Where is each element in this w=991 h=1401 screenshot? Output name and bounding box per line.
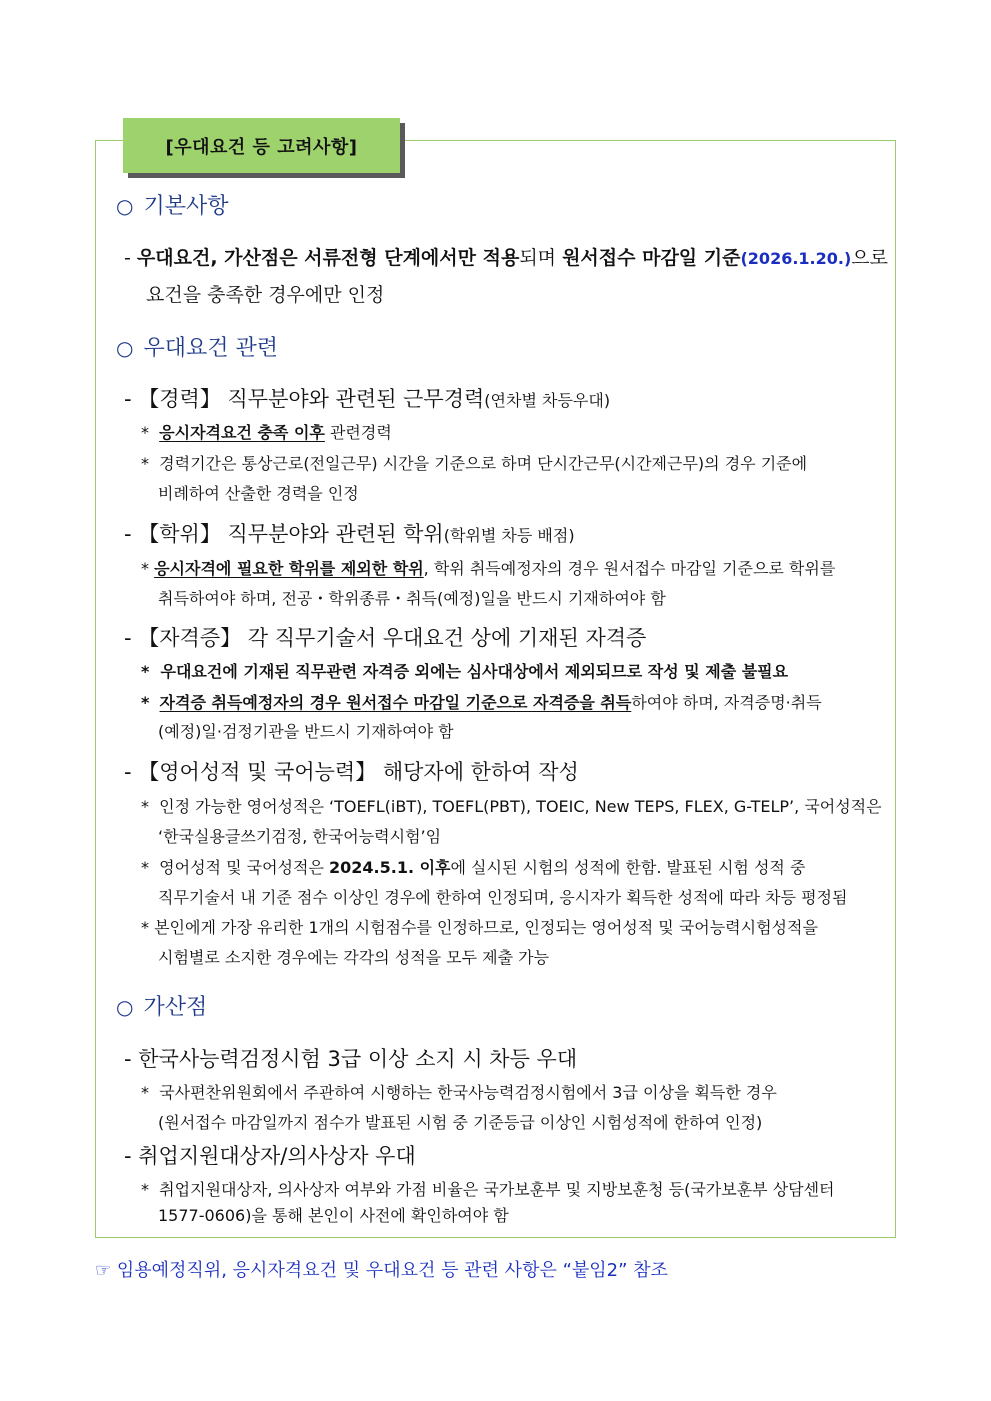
language-sub-1-cont: ‘한국실용글쓰기검정, 한국어능력시험’임 <box>158 827 442 846</box>
language-sub-3-cont: 시험별로 소지한 경우에는 각각의 성적을 모두 제출 가능 <box>158 948 550 967</box>
box-title-tab <box>123 118 400 173</box>
section-heading-bonus: ○ 가산점 <box>116 995 208 1020</box>
cert-sub-2: * 자격증 취득예정자의 경우 원서접수 마감일 기준으로 자격증을 취득하여야 하며, 자격증명·취득 <box>141 693 822 712</box>
degree-sub-1-cont: 취득하여야 하며, 전공・학위종류・취득(예정)일을 반드시 기재하여야 함 <box>158 589 666 608</box>
box-title: [우대요건 등 고려사항] <box>165 136 358 158</box>
circle-bullet-icon: ○ <box>116 995 134 1019</box>
bonus-item-1: - 한국사능력검정시험 3급 이상 소지 시 차등 우대 <box>124 1047 578 1071</box>
language-sub-2-cont: 직무기술서 내 기준 점수 이상인 경우에 한하여 인정되며, 응시자가 획득한 성적에 따라 차등 평정됨 <box>158 888 848 907</box>
section-heading-basic: ○ 기본사항 <box>116 194 229 219</box>
degree-sub-1: * 응시자격에 필요한 학위를 제외한 학위, 학위 취득예정자의 경우 원서접수 마감일 기준으로 학위를 <box>141 559 836 578</box>
career-sub-2-cont: 비례하여 산출한 경력을 인정 <box>158 484 359 503</box>
degree-item: - 【학위】 직무분야와 관련된 학위(학위별 차등 배점) <box>124 522 575 546</box>
bonus-item-1-sub: * 국사편찬위원회에서 주관하여 시행하는 한국사능력검정시험에서 3급 이상을 획득한 경우 <box>141 1083 777 1102</box>
basic-line-2: 요건을 충족한 경우에만 인정 <box>146 284 385 306</box>
language-item: - 【영어성적 및 국어능력】 해당자에 한하여 작성 <box>124 760 579 784</box>
bonus-item-2-sub-cont: 1577-0606)을 통해 본인이 사전에 확인하여야 함 <box>158 1206 509 1225</box>
circle-bullet-icon: ○ <box>116 336 134 360</box>
career-sub-2: * 경력기간은 통상근로(전일근무) 시간을 기준으로 하며 단시간근무(시간제근무)의 경우 기준에 <box>141 454 808 473</box>
circle-bullet-icon: ○ <box>116 194 134 218</box>
footer-note: ☞ 임용예정직위, 응시자격요건 및 우대요건 등 관련 사항은 “붙임2” 참조 <box>95 1260 668 1281</box>
cert-sub-1: * 우대요건에 기재된 직무관련 자격증 외에는 심사대상에서 제외되므로 작성 및 제출 불필요 <box>141 662 789 681</box>
language-sub-2: * 영어성적 및 국어성적은 2024.5.1. 이후에 실시된 시험의 성적에 한함. 발표된 시험 성적 중 <box>141 858 806 877</box>
basic-line-1: - 우대요건, 가산점은 서류전형 단계에서만 적용되며 원서접수 마감일 기준(2026.1.20.)으로 <box>124 247 888 269</box>
bonus-item-2-sub: * 취업지원대상자, 의사상자 여부와 가점 비율은 국가보훈부 및 지방보훈청 등(국가보훈부 상담센터 <box>141 1180 835 1199</box>
pointing-hand-icon: ☞ <box>95 1260 112 1281</box>
cert-sub-2-cont: (예정)일·검정기관을 반드시 기재하여야 함 <box>158 722 454 741</box>
cert-item: - 【자격증】 각 직무기술서 우대요건 상에 기재된 자격증 <box>124 626 647 650</box>
language-sub-1: * 인정 가능한 영어성적은 ‘TOEFL(iBT), TOEFL(PBT), TOEIC, New TEPS, FLEX, G-TELP’, 국어성적은 <box>141 797 882 816</box>
career-item: - 【경력】 직무분야와 관련된 근무경력(연차별 차등우대) <box>124 387 611 411</box>
section-heading-preference: ○ 우대요건 관련 <box>116 336 278 361</box>
language-sub-3: * 본인에게 가장 유리한 1개의 시험점수를 인정하므로, 인정되는 영어성적 및 국어능력시험성적을 <box>141 918 818 937</box>
bonus-item-2: - 취업지원대상자/의사상자 우대 <box>124 1144 416 1168</box>
bonus-item-1-sub-cont: (원서접수 마감일까지 점수가 발표된 시험 중 기준등급 이상인 시험성적에 한하여 인정) <box>158 1113 763 1132</box>
career-sub-1: * 응시자격요건 충족 이후 관련경력 <box>141 423 392 442</box>
